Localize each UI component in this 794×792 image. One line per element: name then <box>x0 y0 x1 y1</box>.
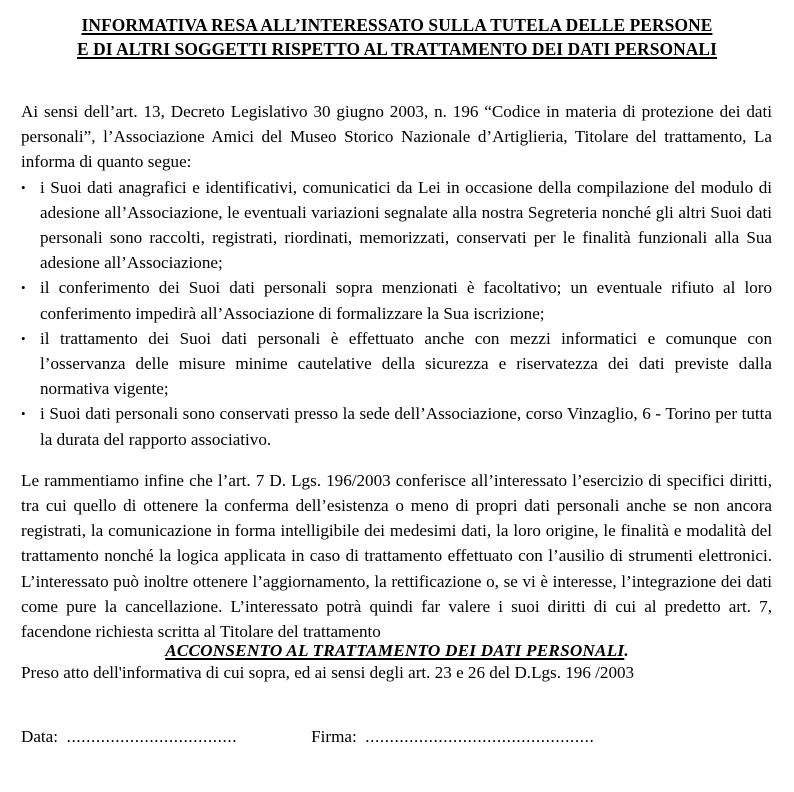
page-title <box>0 0 794 61</box>
signature-field[interactable] <box>311 726 594 748</box>
page-title-line-1-text: INFORMATIVA RESA ALL’INTERESSATO SULLA TUTELA DELLE PERSONE <box>81 15 713 35</box>
list-item: • il trattamento dei Suoi dati personali è effettuato anche con mezzi informatici e comunque con l’osservanza delle misure minime cautelative della sicurezza e riservatezza dei dati previste dalla normativa vigente; <box>21 326 772 402</box>
date-dotted-line: ................................... <box>66 727 238 746</box>
acknowledgement-paragraph: Preso atto dell'informativa di cui sopra, ed ai sensi degli art. 23 e 26 del D.Lgs. 196 /2003 <box>21 663 635 683</box>
date-field[interactable] <box>21 726 237 748</box>
consent-heading-text: ACCONSENTO AL TRATTAMENTO DEI DATI PERSONALI <box>165 641 625 660</box>
data-processing-list <box>21 175 772 452</box>
document-body <box>21 99 772 685</box>
date-label: Data: <box>21 727 59 746</box>
rights-paragraph: Le rammentiamo infine che l’art. 7 D. Lgs. 196/2003 conferisce all’interessato l’esercizio di specifici diritti, tra cui quello di ottenere la conferma dell’esistenza o meno di propri dati personali anche se non ancora registrati, la comunicazione in forma intelligibile dei medesimi dati, la loro origine, le finalità e modalità del trattamento nonché la logica applicata in caso di trattamento effettuato con l’ausilio di strumenti elettronici. L’interessato può inoltre ottenere l’aggiornamento, la rettificazione o, se vi è interesse, l’integrazione dei dati come pure la cancellazione. L’interessato potrà quindi far valere i suoi diritti di cui al predetto art. 7, facendone richiesta scritta al Titolare del trattamento <box>21 470 772 642</box>
intro-paragraph: Ai sensi dell’art. 13, Decreto Legislativo 30 giugno 2003, n. 196 “Codice in materia di protezione dei dati personali”, l’Associazione Amici del Museo Storico Nazionale d’Artiglieria, Titolare del trattamento, La informa di quanto segue: <box>21 102 772 172</box>
consent-heading-period: . <box>624 641 629 660</box>
list-item: • i Suoi dati personali sono conservati presso la sede dell’Associazione, corso Vinzaglio, 6 - Torino per tutta la durata del rapporto associativo. <box>21 401 772 451</box>
page-title-line-2 <box>0 37 794 61</box>
signature-row <box>21 726 772 748</box>
signature-dotted-line: ............................................... <box>365 727 595 746</box>
list-item: • i Suoi dati anagrafici e identificativi, comunicatici da Lei in occasione della compilazione del modulo di adesione all’Associazione, le eventuali variazioni segnalate alla nostra Segreteria nonché gli altri Suoi dati personali sono raccolti, registrati, riordinati, memorizzati, conservati per le finalità funzionali alla Sua adesione all’Associazione; <box>21 175 772 276</box>
page-title-line-2-text: E DI ALTRI SOGGETTI RISPETTO AL TRATTAMENTO DEI DATI PERSONALI <box>76 39 718 59</box>
page-title-line-1 <box>0 13 794 37</box>
list-item: • il conferimento dei Suoi dati personali sopra menzionati è facoltativo; un eventuale rifiuto al loro conferimento impedirà all’Associazione di formalizzare la Sua iscrizione; <box>21 275 772 325</box>
signature-label: Firma: <box>311 727 357 746</box>
consent-heading <box>0 641 794 661</box>
